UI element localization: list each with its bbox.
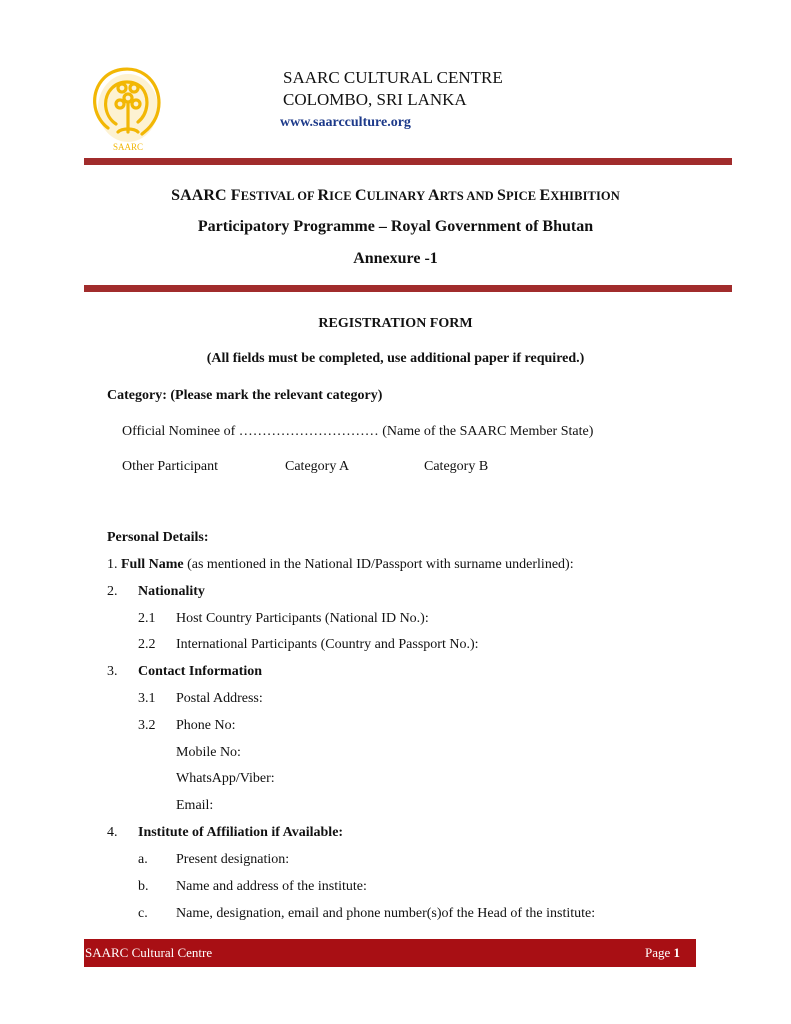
personal-details-heading: Personal Details: bbox=[107, 530, 209, 545]
programme-subtitle: Participatory Programme – Royal Government of Bhutan bbox=[197, 218, 594, 235]
title-divider bbox=[84, 285, 732, 292]
form-title: REGISTRATION FORM bbox=[318, 316, 473, 331]
form-note: (All fields must be completed, use additional paper if required.) bbox=[206, 351, 585, 366]
page-number: Page 1 bbox=[645, 945, 681, 960]
category-b-option[interactable]: Category B bbox=[424, 459, 489, 474]
saarc-logo bbox=[86, 58, 170, 154]
item-number: 3.1 bbox=[138, 691, 156, 706]
logo-caption: SAARC bbox=[112, 142, 144, 152]
item-letter: b. bbox=[138, 879, 149, 894]
annexure-label: Annexure -1 bbox=[353, 250, 438, 267]
footer-org: SAARC Cultural Centre bbox=[85, 945, 213, 960]
item-number: 3.2 bbox=[138, 718, 156, 733]
designation-field[interactable]: Present designation: bbox=[176, 852, 290, 867]
international-passport-field[interactable]: International Participants (Country and Passport No.): bbox=[176, 637, 479, 652]
phone-field[interactable]: Phone No: bbox=[176, 718, 236, 733]
nationality-heading: Nationality bbox=[138, 584, 205, 599]
institute-heading: Institute of Affiliation if Available: bbox=[138, 825, 344, 840]
item-number: 3. bbox=[107, 664, 118, 679]
whatsapp-field[interactable]: WhatsApp/Viber: bbox=[176, 771, 275, 786]
item-number: 2.2 bbox=[138, 637, 156, 652]
item-number: 2. bbox=[107, 584, 118, 599]
full-name-field[interactable]: 1. Full Name (as mentioned in the National ID/Passport with surname underlined): bbox=[107, 557, 574, 572]
website-link[interactable]: www.saarcculture.org bbox=[280, 115, 411, 130]
org-city: COLOMBO, SRI LANKA bbox=[283, 90, 467, 109]
event-title: SAARC FESTIVAL OF RICE CULINARY ARTS AND SPICE EXHIBITION bbox=[171, 187, 620, 204]
email-field[interactable]: Email: bbox=[176, 798, 214, 813]
institute-address-field[interactable]: Name and address of the institute: bbox=[176, 879, 367, 894]
header-divider bbox=[84, 158, 732, 165]
category-a-option[interactable]: Category A bbox=[285, 459, 350, 474]
host-country-id-field[interactable]: Host Country Participants (National ID No.): bbox=[176, 611, 429, 626]
mobile-field[interactable]: Mobile No: bbox=[176, 745, 241, 760]
official-nominee-option[interactable]: Official Nominee of ………………………… (Name of the SAARC Member State) bbox=[122, 424, 594, 439]
postal-address-field[interactable]: Postal Address: bbox=[176, 691, 263, 706]
category-label: Category: (Please mark the relevant category) bbox=[107, 388, 383, 403]
item-letter: a. bbox=[138, 852, 148, 867]
org-name: SAARC CULTURAL CENTRE bbox=[283, 68, 503, 87]
head-of-institute-field[interactable]: Name, designation, email and phone number(s)of the Head of the institute: bbox=[176, 906, 596, 921]
contact-heading: Contact Information bbox=[138, 664, 263, 679]
other-participant-option[interactable]: Other Participant bbox=[122, 459, 219, 474]
item-letter: c. bbox=[138, 906, 148, 921]
item-number: 2.1 bbox=[138, 611, 156, 626]
item-number: 4. bbox=[107, 825, 118, 840]
